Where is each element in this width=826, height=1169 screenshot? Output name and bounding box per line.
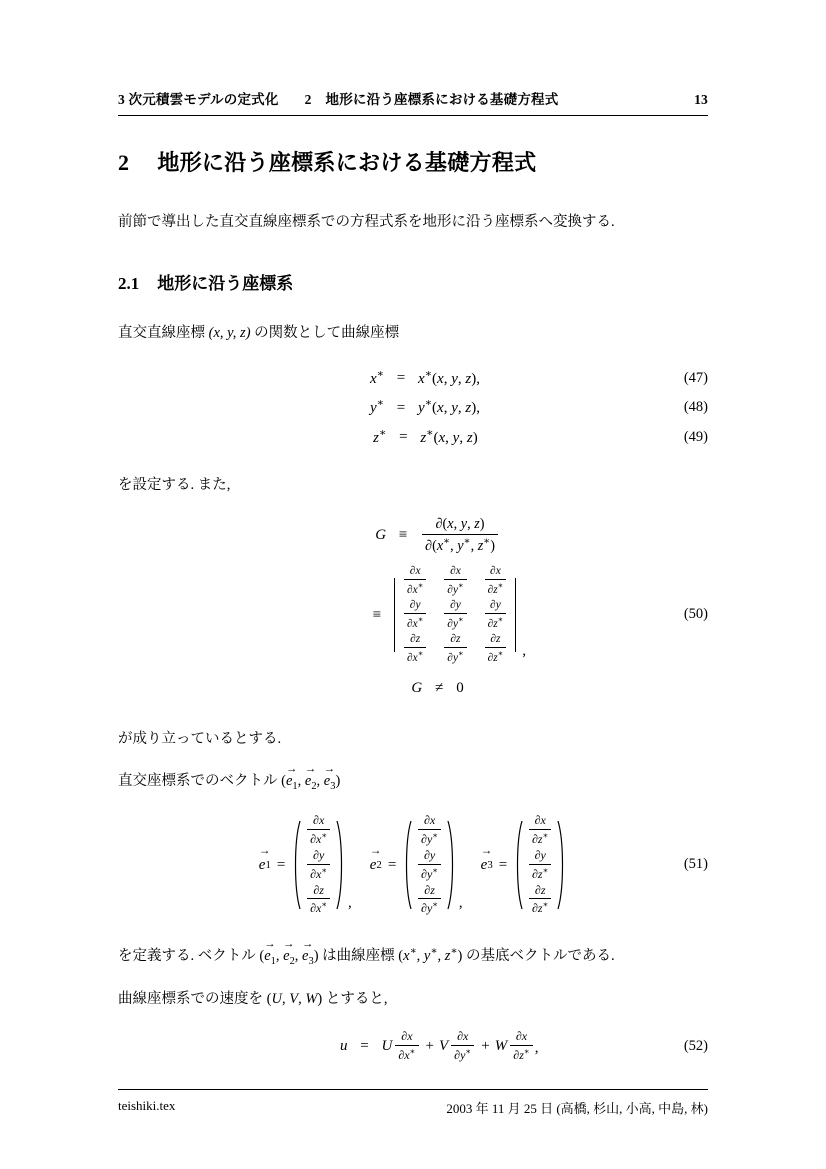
paragraph-1 [118, 322, 708, 346]
running-head-section-title: 地形に沿う座標系における基礎方程式 [325, 92, 559, 107]
equation-number-47: (47) [683, 369, 708, 386]
inline-basis-vectors: ( → $e_1$, → $e_2$, → $e_3$) [281, 763, 341, 793]
page-number: 13 [694, 92, 708, 107]
paragraph-1-text-a: 直交直線座標 [118, 324, 205, 341]
running-head [118, 88, 708, 116]
equation-number-49: (49) [683, 428, 708, 445]
section-intro-paragraph: 前節で導出した直交直線座標系での方程式系を地形に沿う座標系へ変換する. [118, 214, 615, 230]
paragraph-6-text-b: とすると, [325, 991, 388, 1008]
equation-number-50: (50) [683, 606, 708, 622]
inline-basis-vectors-2: ( → $e_1$, → $e_2$, → $e_3$) [259, 938, 319, 967]
footer-filename: teishiki.tex [118, 1098, 176, 1113]
equation-52-row: u = U $\frac{\partial x}{\partial x^∗}$ + V $\frac{\partial x}{\partial y^∗}$ + W $\frac{\partial x}{\partial z^∗}$ , (52) [340, 1028, 708, 1062]
paragraph-4 [118, 763, 708, 795]
paragraph-6-text-a: 曲線座標系での速度を [118, 991, 263, 1008]
section-title: 地形に沿う座標系における基礎方程式 [157, 150, 537, 175]
equation-51 [118, 813, 708, 917]
running-head-section-number: 2 [304, 92, 312, 107]
paragraph-5-text-c: の基底ベクトルである. [465, 947, 615, 964]
equation-48: y∗ = y∗(x, y, z), (48) [118, 393, 708, 423]
paragraph-5-text-b: は曲線座標 [322, 947, 395, 964]
running-head-left: 3 次元積雲モデルの定式化 [118, 92, 279, 107]
equation-50-line-2: ≡ $\frac{\partial x}{\partial x^∗}$ $\frac{\partial x}{\partial y^∗}$ $\frac{\partial x}{\partial z^∗}$ $\frac{\partial y}{\partial x^∗}$ $\frac{\partial y}{\partial y^∗}$ $\frac{\partial y}{\partial z^∗}$ $\frac{\partial z}{\partial x^∗}$ $\frac{\partial z}{\partial y^∗}$ $\frac{\partial z}{\partial z^∗}$ , (50) [118, 564, 708, 666]
basis-vector-e3: → e 3 = $\frac{\partial x}{\partial z^∗}$ $\frac{\partial y}{\partial z^∗}$ $\frac{\partial z}{\partial z^∗}$ [481, 813, 568, 917]
jacobian-determinant: $\frac{\partial x}{\partial x^∗}$ $\frac{\partial x}{\partial y^∗}$ $\frac{\partial x}{\partial z^∗}$ $\frac{\partial y}{\partial x^∗}$ $\frac{\partial y}{\partial y^∗}$ $\frac{\partial y}{\partial z^∗}$ $\frac{\partial z}{\partial x^∗}$ $\frac{\partial z}{\partial y^∗}$ $\frac{\partial z}{\partial z^∗}$ [395, 564, 515, 666]
paragraph-6 [118, 988, 708, 1012]
footer-date-authors: 2003 年 11 月 25 日 (高橋, 杉山, 小高, 中島, 林) [446, 1101, 708, 1116]
paragraph-1-text-b: の関数として曲線座標 [254, 324, 400, 341]
equation-49: z∗ = z∗(x, y, z) (49) [118, 423, 708, 453]
equation-number-48: (48) [683, 399, 708, 416]
inline-velocity-uvw: (U, V, W) [266, 991, 323, 1008]
paragraph-5 [118, 938, 708, 970]
equation-50-line-1: G ≡ $\frac{\partial(x, y, z)}{\partial(x^∗, y^∗, z^∗)}$ [118, 516, 708, 554]
section-number: 2 [118, 150, 130, 175]
equation-52 [118, 1030, 708, 1063]
subsection-number: 2.1 [118, 273, 140, 293]
equation-50-line-3: G ≠ 0 [411, 679, 464, 696]
page-footer [118, 1089, 708, 1117]
paragraph-5-text-a: を定義する. ベクトル [118, 947, 256, 964]
paragraph-3: が成り立っているとする. [118, 731, 282, 748]
equation-51-row [118, 813, 708, 917]
basis-vector-e1: → e 1 = $\frac{\partial x}{\partial x^∗}$ $\frac{\partial y}{\partial x^∗}$ $\frac{\partial z}{\partial x^∗}$ , [258, 813, 352, 916]
basis-vector-e2: → e 2 = $\frac{\partial x}{\partial y^∗}$ $\frac{\partial y}{\partial y^∗}$ $\frac{\partial z}{\partial y^∗}$ , [369, 813, 463, 916]
inline-coords-xyz: (x, y, z) [208, 324, 251, 341]
equation-group-47-49 [118, 364, 708, 453]
inline-curvilinear-coords: (x∗, y∗, z∗) [398, 946, 463, 964]
paragraph-2: を設定する. また, [118, 477, 231, 494]
paragraph-4-text: 直交座標系でのベクトル [118, 773, 278, 790]
subsection-title: 地形に沿う座標系 [157, 273, 294, 293]
equation-47: x∗ = x∗(x, y, z), (47) [118, 364, 708, 394]
equation-number-51: (51) [683, 856, 708, 873]
equation-50 [118, 516, 708, 702]
section-heading [118, 146, 708, 177]
equation-number-52: (52) [683, 1037, 708, 1054]
subsection-heading [118, 269, 708, 294]
